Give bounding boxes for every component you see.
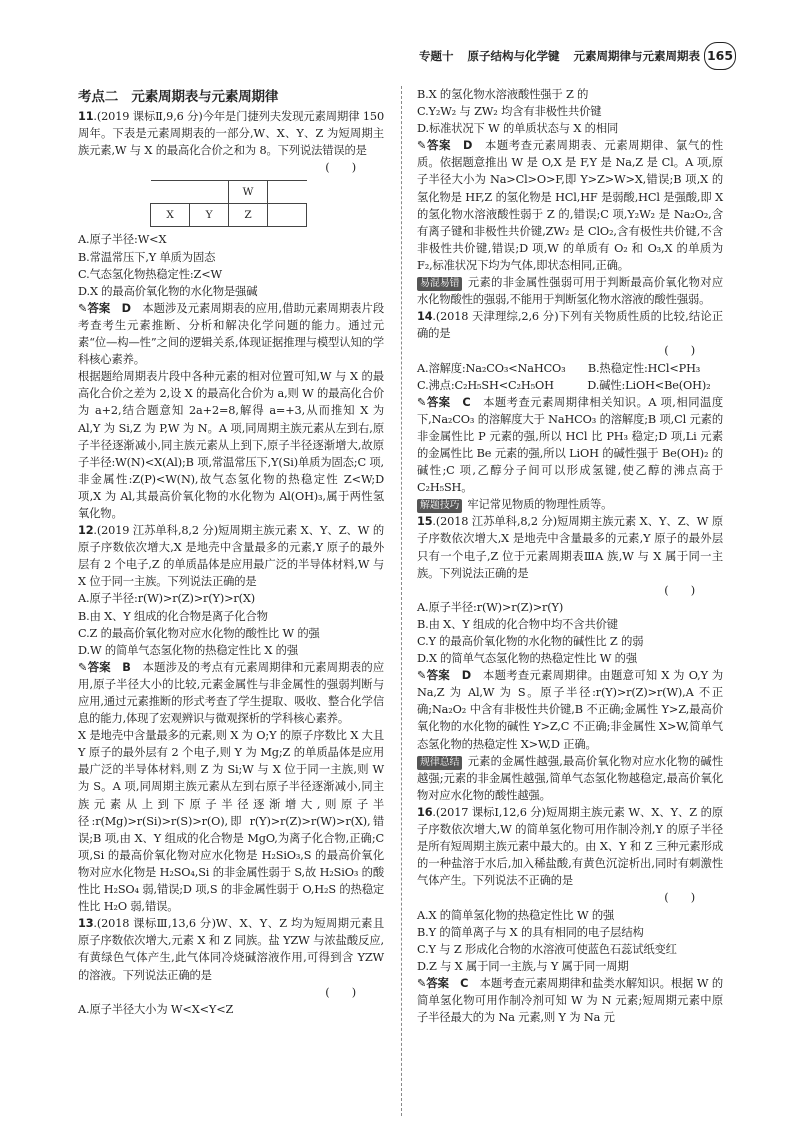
answer-block: [78, 300, 384, 368]
option-line: A.原子半径大小为 W<X<Y<Z: [78, 1002, 234, 1016]
answer-explanation: 本题考查元素周期表、元素周期律、氯气的性质。依据题意推出 W 是 O,X 是 F,Y 是 Na,Z 是 Cl。A 项,原子半径大小为 Na>Cl>O>F,即 Y>Z>W>X,错误;B 项,X 的氢化物是 HF,Z 的氢化物是 HCl,HF 是弱酸,HCl 是强酸,即 X 的氢化物水溶液酸性弱于 Z 的,错误;C 项,Y₂W₂ 是 Na₂O₂,含有离子键和非极性共价键,ZW₂ 是 ClO₂,含有极性共价键,不含非极性共价键,错误;D 项,W 的单质有 O₂ 和 O₃,X 的单质为 F₂,标准状况下均为气体,即状态相同,正确。: [417, 139, 723, 272]
question-number: 16: [417, 805, 433, 819]
answer-blank: ( ): [664, 583, 695, 597]
option-line: A.溶解度:Na₂CO₃<NaHCO₃ B.热稳定性:HCl<PH₃: [417, 361, 701, 375]
answer-label: 答案: [426, 976, 449, 990]
page-number: 165: [704, 42, 736, 70]
answer-blank: ( ): [325, 985, 356, 999]
periodic-table-fragment: [150, 180, 307, 227]
answer-letter: B: [122, 660, 131, 674]
answer-explanation: 本题考查元素周期律和盐类水解知识。根据 W 的简单氢化物可用作制冷剂可知 W 为 N 元素;短周期元素中原子半径最大的为 Na 元素,则 Y 为 Na 元: [417, 976, 723, 1025]
option-line: B.X 的氢化物水溶液酸性强于 Z 的: [417, 88, 589, 101]
option-line: C.沸点:C₂H₅SH<C₂H₅OH D.碱性:LiOH<Be(OH)₂: [417, 378, 711, 392]
option-line: C.气态氢化物热稳定性:Z<W: [78, 267, 222, 281]
question-stem: [417, 308, 723, 342]
answer-letter: D: [461, 669, 471, 683]
option-line: A.原子半径:r(W)>r(Z)>r(Y): [417, 600, 564, 614]
table-cell: [190, 181, 229, 204]
option-line: C.Y 的最高价氧化物的水化物的碱性比 Z 的弱: [417, 635, 644, 648]
header-topic: 专题十: [419, 49, 454, 63]
answer-label: 答案: [426, 395, 451, 409]
answer-letter: C: [462, 395, 471, 409]
answer-block: [417, 394, 723, 497]
question-text: .(2018 课标Ⅲ,13,6 分)W、X、Y、Z 均为短周期元素且原子序数依次增大,元素 X 和 Z 同族。盐 YZW 与浓盐酸反应,有黄绿色气体产生,此气体同冷烧碱溶液作用,可得到含 YZW 的溶液。下列说法正确的是: [78, 917, 384, 982]
tip-tag: 解题技巧: [417, 499, 462, 513]
table-cell: Z: [229, 204, 268, 227]
table-cell: X: [151, 204, 190, 227]
header-section-b: 元素周期律与元素周期表: [573, 49, 700, 63]
option-line: B.由 X、Y 组成的化合物是离子化合物: [78, 609, 268, 623]
answer-label: 答案: [426, 669, 451, 683]
question-text: .(2019 课标Ⅱ,9,6 分)今年是门捷列夫发现元素周期律 150 周年。下表是元素周期表的一部分,W、X、Y、Z 为短周期主族元素,W 与 X 的最高化合价之和为 8。下列说法错误的是: [78, 110, 384, 158]
answer-icon: ✎: [417, 139, 427, 153]
option-line: D.Z 与 X 属于同一主族,与 Y 属于同一周期: [417, 959, 629, 973]
option-line: B.由 X、Y 组成的化合物中均不含共价键: [417, 617, 618, 631]
answer-explanation: 本题涉及元素周期表的应用,借助元素周期表片段考查考生元素推断、分析和解决化学问题的能力。通过元素“位—构—性”之间的逻辑关系,体现证据推理与模型认知的学科核心素养。: [78, 301, 384, 367]
answer-explanation: 本题考查元素周期律相关知识。A 项,相同温度下,Na₂CO₃ 的溶解度大于 NaHCO₃ 的溶解度;B 项,Cl 元素的非金属性比 P 元素的强,所以 HCl 比 PH₃ 稳定;D 项,Li 元素的金属性比 Be 元素的强,所以 LiOH 的碱性强于 Be(OH)₂ 的碱性;C 项,乙醇分子间可以形成氢键,使乙醇的沸点高于 C₂H₅SH。: [417, 395, 723, 495]
tip-block: [417, 496, 723, 513]
option-line: D.标准状况下 W 的单质状态与 X 的相同: [417, 122, 619, 136]
option-line: D.X 的简单气态氢化物的热稳定性比 W 的强: [417, 652, 637, 666]
answer-block: [78, 659, 384, 727]
table-cell: [268, 204, 307, 227]
answer-icon: ✎: [78, 301, 88, 315]
option-line: A.原子半径:r(W)>r(Z)>r(Y)>r(X): [78, 592, 256, 606]
explanation-paragraph: X 是地壳中含量最多的元素,则 X 为 O;Y 的原子序数比 X 大且 Y 原子的最外层有 2 个电子,则 Y 为 Mg;Z 的单质晶体是应用最广泛的半导体材料,则 Z 为 Si;W 与 X 位于同一主族,则 W 为 S。A 项,同周期主族元素从左到右原子半径逐渐减小,同主族元素从上到下原子半径逐渐增大,则原子半径:r(Mg)>r(Si)>r(S)>r(O),即 r(Y)>r(Z)>r(W)>r(X),错误;B 项,由 X、Y 组成的化合物是 MgO,为离子化合物,正确;C 项,Si 的最高价氧化物对应水化物是 H₂SiO₃,S 的最高价氧化物对应水化物是 H₂SO₄,Si 的非金属性弱于 S,故 H₂SiO₃ 的酸性比 H₂SO₄ 弱,错误;D 项,S 的非金属性弱于 O,H₂S 的热稳定性比 H₂O 弱,错误。: [78, 729, 384, 914]
option-line: C.Z 的最高价氧化物对应水化物的酸性比 W 的强: [78, 626, 320, 640]
answer-blank: ( ): [664, 344, 695, 358]
answer-icon: ✎: [417, 669, 427, 683]
question-number: 15: [417, 515, 433, 529]
answer-explanation: 本题考查元素周期律。由题意可知 X 为 O,Y 为 Na,Z 为 Al,W 为 S。原子半径:r(Y)>r(Z)>r(W),A 不正确;Na₂O₂ 中含有非极性共价键,B 不正确;金属性 Y>Z,最高价氧化物的水化物的碱性 Y>Z,C 不正确;非金属性 X>W,简单气态氢化物的热稳定性 X>W,D 正确。: [417, 669, 723, 751]
question-number: 12: [78, 524, 94, 538]
running-header: [419, 48, 700, 64]
right-column: [417, 86, 723, 1026]
option-line: B.常温常压下,Y 单质为固态: [78, 250, 216, 264]
tip-text: 元素的非金属性强弱可用于判断最高价氧化物对应水化物酸性的强弱,不能用于判断氢化物水溶液的酸性强弱。: [417, 276, 723, 307]
question-stem: [417, 513, 723, 581]
answer-explanation: 本题涉及的考点有元素周期律和元素周期表的应用,原子半径大小的比较,元素金属性与非金属性的强弱判断与应用,通过元素推断的形式考查了学生提取、吸收、整合化学信息的能力,体现了宏观辨识与微观探析的学科核心素养。: [78, 660, 384, 726]
question-stem: [78, 915, 384, 983]
tip-text: 牢记常见物质的物理性质等。: [467, 498, 613, 512]
tip-block: [417, 274, 723, 308]
answer-letter: D: [462, 139, 473, 153]
question-stem: [78, 108, 384, 159]
explanation-paragraph: 根据题给周期表片段中各种元素的相对位置可知,W 与 X 的最高化合价之差为 2,设 X 的最高化合价为 a,则 W 的最高化合价为 a+2,结合题意知 2a+2=8,解得 a=+3,从而推知 X 为 Al,Y 为 Si,Z 为 P,W 为 N。A 项,同周期主族元素从左到右,原子半径逐渐减小,同主族元素从上到下,原子半径逐渐增大,故原子半径:W(N)<X(Al);B 项,常温常压下,Y(Si)单质为固态;C 项,非金属性:Z(P)<W(N),故气态氢化物的热稳定性 Z<W;D 项,X 为 Al,其最高价氧化物的水化物为 Al(OH)₃,属于两性氢氧化物。: [78, 370, 384, 520]
answer-icon: ✎: [78, 660, 88, 674]
question-text: .(2018 天津理综,2,6 分)下列有关物质性质的比较,结论正确的是: [417, 310, 723, 341]
answer-blank: ( ): [664, 891, 695, 905]
table-cell: [151, 181, 190, 204]
answer-block: [417, 975, 723, 1026]
answer-icon: ✎: [417, 395, 427, 409]
question-number: 13: [78, 917, 94, 931]
question-text: .(2019 江苏单科,8,2 分)短周期主族元素 X、Y、Z、W 的原子序数依次增大,X 是地壳中含量最多的元素,Y 原子的最外层有 2 个电子,Z 的单质晶体是应用最广泛的半导体材料,W 与 X 位于同一主族。下列说法正确的是: [78, 524, 384, 589]
question-number: 14: [417, 310, 433, 324]
answer-label: 答案: [426, 139, 452, 153]
answer-letter: D: [121, 301, 131, 315]
answer-letter: C: [460, 976, 469, 990]
column-divider: [401, 86, 402, 1116]
tip-tag: 易混易错: [417, 277, 462, 291]
header-section-a: 原子结构与化学键: [467, 49, 560, 63]
answer-block: [417, 137, 723, 274]
answer-blank: ( ): [325, 161, 356, 175]
table-cell: Y: [190, 204, 229, 227]
tip-block: [417, 753, 723, 804]
option-line: C.Y₂W₂ 与 ZW₂ 均含有非极性共价键: [417, 105, 602, 119]
answer-label: 答案: [87, 660, 111, 674]
option-line: A.原子半径:W<X: [78, 233, 167, 247]
option-line: B.Y 的简单离子与 X 的具有相同的电子层结构: [417, 925, 644, 939]
table-cell: [268, 181, 307, 204]
section-title: 考点二 元素周期表与元素周期律: [78, 89, 279, 105]
question-text: .(2017 课标Ⅰ,12,6 分)短周期主族元素 W、X、Y、Z 的原子序数依次增大,W 的简单氢化物可用作制冷剂,Y 的原子半径是所有短周期主族元素中最大的。由 X、Y 和 Z 三种元素形成的一种盐溶于水后,加入稀盐酸,有黄色沉淀析出,同时有刺激性气体产生。下列说法不正确的是: [417, 805, 723, 888]
tip-tag: 规律总结: [417, 756, 462, 770]
option-line: A.X 的简单氢化物的热稳定性比 W 的强: [417, 908, 615, 922]
option-line: D.W 的简单气态氢化物的热稳定性比 X 的强: [78, 643, 298, 657]
answer-label: 答案: [87, 301, 111, 315]
option-line: C.Y 与 Z 形成化合物的水溶液可使蓝色石蕊试纸变红: [417, 942, 677, 956]
question-number: 11: [78, 110, 94, 124]
page-header: [0, 0, 800, 92]
question-stem: [417, 804, 723, 889]
question-text: .(2018 江苏单科,8,2 分)短周期主族元素 X、Y、Z、W 原子序数依次增大,X 是地壳中含量最多的元素,Y 原子的最外层只有一个电子,Z 位于元素周期表ⅢA 族,W 与 X 属于同一主族。下列说法正确的是: [417, 515, 723, 580]
answer-block: [417, 667, 723, 752]
question-stem: [78, 522, 384, 590]
left-column: [78, 86, 384, 1018]
tip-text: 元素的金属性越强,最高价氧化物对应水化物的碱性越强;元素的非金属性越强,简单气态氢化物越稳定,最高价氧化物对应水化物的酸性越强。: [417, 754, 723, 802]
answer-icon: ✎: [417, 976, 427, 990]
table-cell: W: [229, 181, 268, 204]
option-line: D.X 的最高价氧化物的水化物是强碱: [78, 284, 258, 298]
